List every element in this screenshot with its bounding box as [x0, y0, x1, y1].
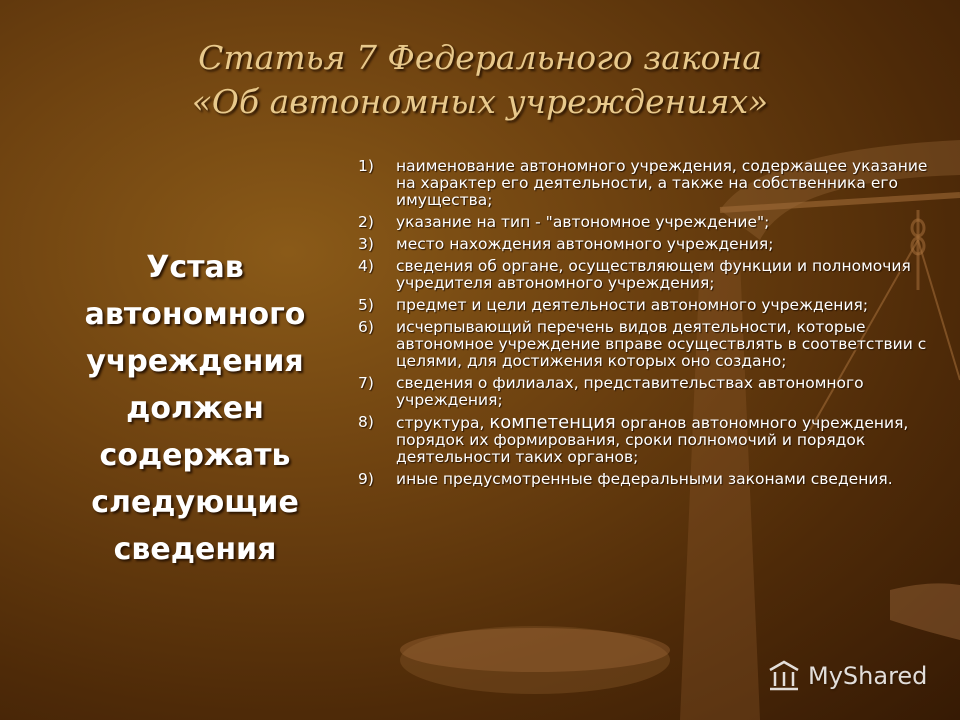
charter-requirements-list: [358, 158, 930, 493]
item-number: 2): [358, 213, 374, 231]
item-text: наименование автономного учреждения, содержащее указание на характер его деятельности, а также на собственника его имущества;: [396, 157, 928, 209]
item-text-before: структура,: [396, 414, 490, 432]
heading-line: следующие: [91, 485, 299, 520]
item-number: 3): [358, 235, 374, 253]
charter-heading: [50, 244, 340, 573]
slide-title: [60, 36, 900, 124]
list-item: [358, 414, 930, 466]
list-item: [358, 319, 930, 370]
heading-line: учреждения: [86, 344, 304, 379]
heading-line: Устав: [146, 250, 244, 285]
list-item: [358, 297, 930, 314]
item-text: место нахождения автономного учреждения;: [396, 235, 774, 253]
myshared-logo-icon: [766, 658, 802, 694]
list-item: [358, 158, 930, 209]
item-number: 4): [358, 257, 374, 275]
item-text: сведения о филиалах, представительствах автономного учреждения;: [396, 374, 864, 409]
list-item: [358, 236, 930, 253]
title-line-1: Статья 7 Федерального закона: [198, 38, 762, 77]
item-number: 6): [358, 318, 374, 336]
heading-line: сведения: [113, 532, 277, 567]
list-item: [358, 258, 930, 292]
list-item: [358, 214, 930, 231]
item-text: исчерпывающий перечень видов деятельности, которые автономное учреждение вправе осуществлять в соответствии с целями, для достижения которых оно создано;: [396, 318, 927, 370]
item-number: 9): [358, 470, 374, 488]
list-item: [358, 471, 930, 488]
item-text: иные предусмотренные федеральными законами сведения.: [396, 470, 893, 488]
item-text-after: органов автономного учреждения, порядок их формирования, сроки полномочий и порядок деятельности таких органов;: [396, 414, 909, 466]
item-number: 8): [358, 413, 374, 431]
item-text-emphasis: компетенция: [489, 412, 616, 433]
item-number: 1): [358, 157, 374, 175]
title-line-2: «Об автономных учреждениях»: [191, 82, 769, 121]
item-text: [396, 414, 930, 466]
myshared-watermark[interactable]: [766, 656, 927, 696]
item-number: 5): [358, 296, 374, 314]
item-text: сведения об органе, осуществляющем функции и полномочия учредителя автономного учреждения;: [396, 257, 911, 292]
heading-line: должен: [126, 391, 264, 426]
item-text: предмет и цели деятельности автономного учреждения;: [396, 296, 869, 314]
item-text: указание на тип - "автономное учреждение";: [396, 213, 770, 231]
heading-line: автономного: [84, 297, 306, 332]
list-item: [358, 375, 930, 409]
watermark-text: MyShared: [808, 662, 928, 690]
item-number: 7): [358, 374, 374, 392]
heading-line: содержать: [99, 438, 291, 473]
